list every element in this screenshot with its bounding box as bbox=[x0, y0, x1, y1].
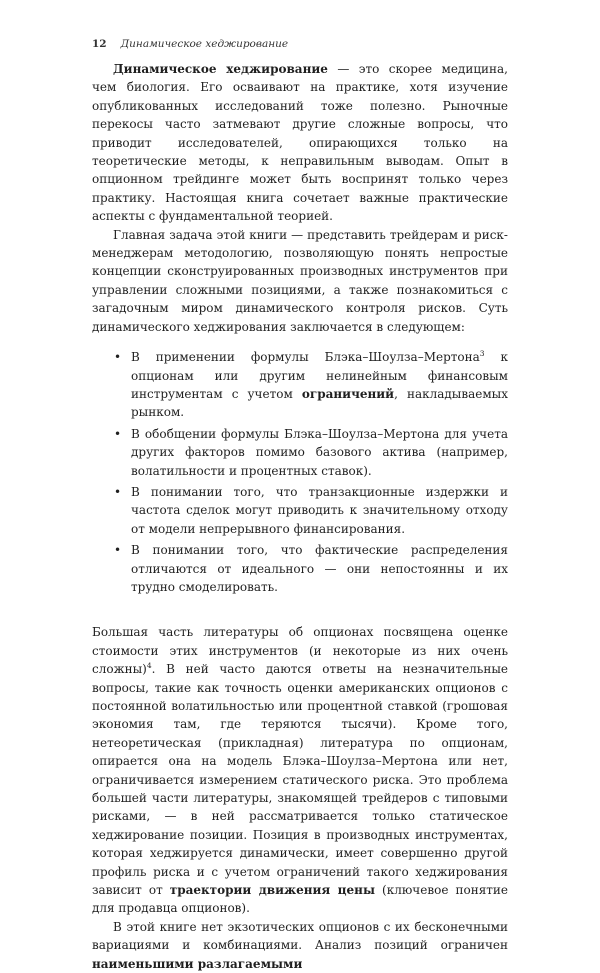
footnote-ref-4: 4 bbox=[146, 661, 152, 671]
list-item bbox=[92, 425, 508, 480]
item-1-text-b: к опционам или другим нелинейным финансовым инструментам с учетом bbox=[131, 350, 508, 401]
bullet-icon: • bbox=[114, 426, 122, 441]
footnote-ref-3: 3 bbox=[479, 349, 485, 359]
running-header bbox=[92, 38, 288, 50]
p1-text: — это скорее медицина, чем биология. Его осваивают на практике, хотя изучение опубликованных исследований тоже полезно. Рыночные перекосы часто затмевают другие сложные вопросы, что приводит исследователей, опирающихся только на теоретические методы, к неправильным выводам. Опыт в опционном трейдинге может быть воспринят только через практику. Настоящая книга сочетает важные практические аспекты с фундаментальной теорией. bbox=[92, 62, 508, 224]
p4-text: В этой книге нет экзотических опционов с их бесконечными вариациями и комбинациями. Анализ позиций ограничен bbox=[92, 919, 508, 953]
p2-text: Главная задача этой книги — представить трейдерам и риск-менеджерам методологию, позволяющую понять непростые концепции сконструированных производных инструментов при управлении сложными позициями, а также познакомиться с загадочным миром динамического контроля рисков. Суть динамического хеджирования заключается в следующем: bbox=[92, 227, 508, 334]
term-dynamic-hedging: Динамическое хеджирование bbox=[113, 62, 328, 76]
bullet-icon: • bbox=[114, 543, 122, 558]
p3-text-a: Большая часть литературы об опционах посвящена оценке стоимости этих инструментов (и некоторые из них очень сложны) bbox=[92, 625, 508, 677]
p3-text-c: (ключевое понятие для продавца опционов). bbox=[92, 883, 508, 916]
running-title: Динамическое хеджирование bbox=[120, 38, 289, 50]
bullet-list bbox=[92, 348, 508, 596]
item-1-text-a: В применении формулы Блэка–Шоулза–Мертона bbox=[131, 350, 480, 365]
item-1-text-c: , накладываемых рынком. bbox=[131, 386, 508, 420]
paragraph-3 bbox=[92, 623, 508, 918]
item-3-text: В понимании того, что транзакционные издержки и частота сделок могут приводить к значительному отходу от модели непрерывного финансирования. bbox=[131, 484, 508, 536]
bullet-icon: • bbox=[114, 350, 122, 365]
body-text bbox=[92, 60, 508, 973]
paragraph-1 bbox=[92, 60, 508, 226]
item-2-text: В обобщении формулы Блэка–Шоулза–Мертона для учета других факторов помимо базового актива (например, волатильности и процентных ставок). bbox=[131, 426, 508, 478]
item-4-text: В понимании того, что фактические распределения отличаются от идеального — они непостоянны и их трудно смоделировать. bbox=[131, 543, 508, 594]
term-smallest-decomposable: наименьшими разлагаемыми bbox=[92, 956, 303, 971]
p3-text-b: . В ней часто даются ответы на незначительные вопросы, такие как точность оценки американских опционов с постоянной волатильностью или процентной ставкой (грошовая экономия там, где теряются тысячи). Кроме того, нетеоретическая (прикладная) литература по опционам, опирается она на модель Блэка–Шоулза–Мертона или нет, ограничивается измерением статического риска. Это проблема большей части литературы, знакомящей трейдеров с типовыми рисками, — в ней рассматривается только статическое хеджирование позиции. Позиция в производных инструментах, которая хеджируется динамически, имеет совершенно другой профиль риска и с учетом ограничений такого хеджирования зависит от bbox=[92, 662, 508, 898]
paragraph-2 bbox=[92, 226, 508, 336]
paragraph-4 bbox=[92, 918, 508, 973]
bullet-icon: • bbox=[114, 484, 122, 499]
list-item bbox=[92, 483, 508, 538]
list-item bbox=[92, 541, 508, 596]
spacer bbox=[92, 610, 508, 623]
page-number: 12 bbox=[92, 38, 107, 50]
term-constraints: ограничений bbox=[301, 386, 395, 401]
list-item bbox=[92, 348, 508, 422]
term-price-path: траектории движения цены bbox=[169, 883, 375, 898]
